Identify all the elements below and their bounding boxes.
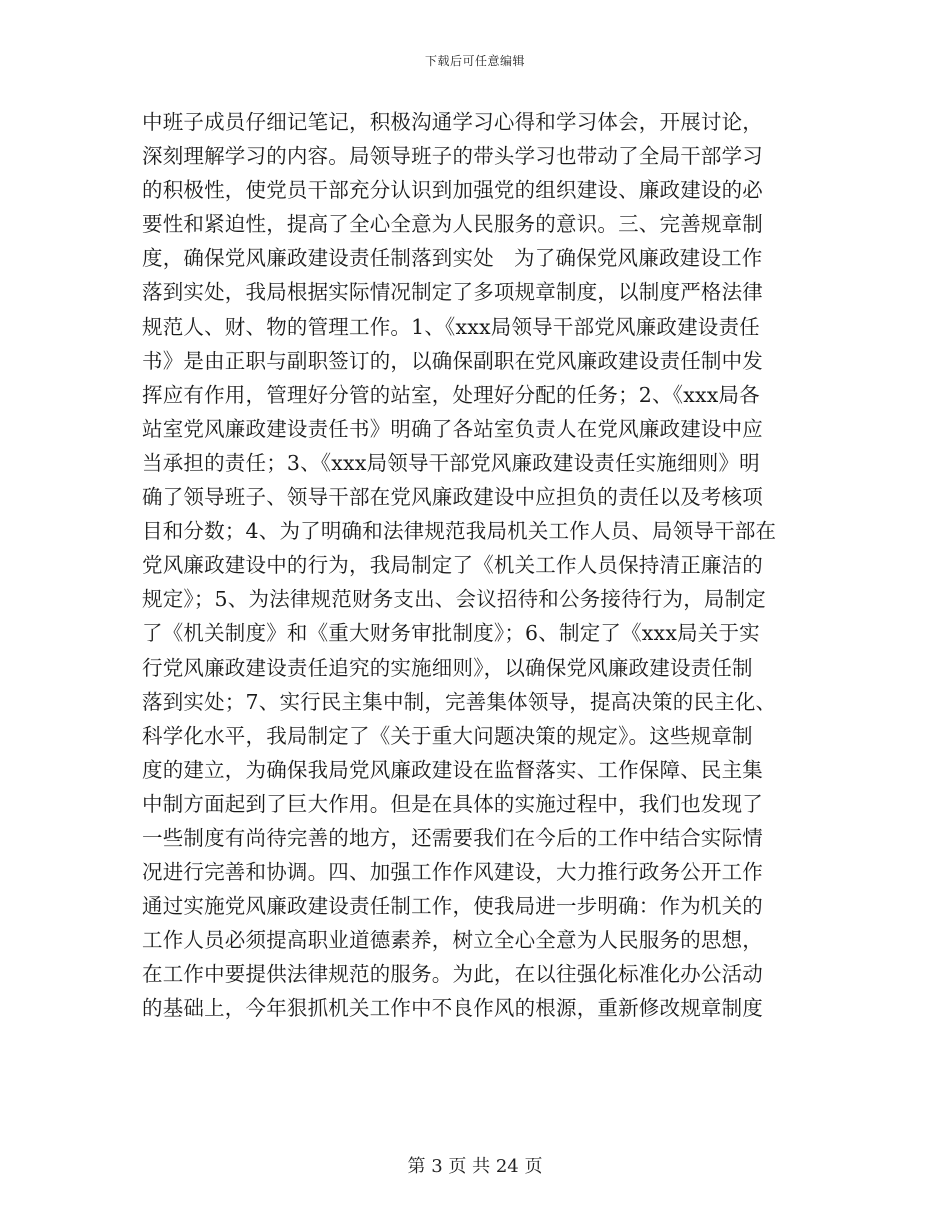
body-line: 况进行完善和协调。四、加强工作作风建设，大力推行政务公开工作 [142, 860, 763, 885]
body-line: 科学化水平，我局制定了《关于重大问题决策的规定》。这些规章制 [142, 723, 753, 748]
body-line: 了《机关制度》和《重大财务审批制度》；6、制定了《xxx局关于实 [142, 621, 760, 646]
body-line: 规定》；5、为法律规范财务支出、会议招待和公务接待行为，局制定 [142, 587, 766, 612]
body-line: 度，确保党风廉政建设责任制落到实处 为了确保党风廉政建设工作 [142, 246, 763, 271]
body-line: 挥应有作用，管理好分管的站室，处理好分配的任务；2、《xxx局各 [142, 382, 760, 407]
page-header: 下载后可任意编辑 [424, 54, 525, 68]
body-line: 的基础上，今年狠抓机关工作中不良作风的根源，重新修改规章制度 [142, 996, 763, 1021]
body-line: 行党风廉政建设责任追究的实施细则》，以确保党风廉政建设责任制 [142, 655, 753, 680]
document-body [142, 105, 814, 1026]
body-line: 通过实施党风廉政建设责任制工作，使我局进一步明确：作为机关的 [142, 894, 763, 919]
body-line: 中制方面起到了巨大作用。但是在具体的实施过程中，我们也发现了 [142, 791, 763, 816]
body-line: 一些制度有尚待完善的地方，还需要我们在今后的工作中结合实际情 [142, 825, 763, 850]
body-line: 当承担的责任；3、《xxx局领导干部党风廉政建设责任实施细则》明 [142, 450, 760, 475]
body-line: 书》是由正职与副职签订的，以确保副职在党风廉政建设责任制中发 [142, 348, 763, 373]
body-line: 的积极性，使党员干部充分认识到加强党的组织建设、廉政建设的必 [142, 178, 763, 203]
body-line: 工作人员必须提高职业道德素养，树立全心全意为人民服务的思想， [142, 928, 763, 953]
body-line: 中班子成员仔细记笔记，积极沟通学习心得和学习体会，开展讨论， [142, 110, 763, 134]
body-line: 度的建立，为确保我局党风廉政建设在监督落实、工作保障、民主集 [142, 757, 763, 782]
body-line: 要性和紧迫性，提高了全心全意为人民服务的意识。三、完善规章制 [142, 212, 763, 237]
body-line: 规范人、财、物的管理工作。1、《xxx局领导干部党风廉政建设责任 [142, 314, 760, 339]
body-line: 在工作中要提供法律规范的服务。为此，在以往强化标准化办公活动 [142, 962, 763, 987]
body-line: 党风廉政建设中的行为，我局制定了《机关工作人员保持清正廉洁的 [142, 553, 763, 578]
body-line: 落到实处；7、实行民主集中制，完善集体领导，提高决策的民主化、 [142, 689, 777, 714]
page-number-footer: 第 3 页 共 24 页 [407, 1156, 543, 1177]
body-line: 目和分数；4、为了明确和法律规范我局机关工作人员、局领导干部在 [142, 519, 777, 544]
body-line: 确了领导班子、领导干部在党风廉政建设中应担负的责任以及考核项 [142, 485, 763, 510]
body-line: 深刻理解学习的内容。局领导班子的带头学习也带动了全局干部学习 [142, 144, 763, 169]
body-line: 落到实处，我局根据实际情况制定了多项规章制度，以制度严格法律 [142, 280, 763, 305]
body-line: 站室党风廉政建设责任书》明确了各站室负责人在党风廉政建设中应 [142, 416, 763, 441]
